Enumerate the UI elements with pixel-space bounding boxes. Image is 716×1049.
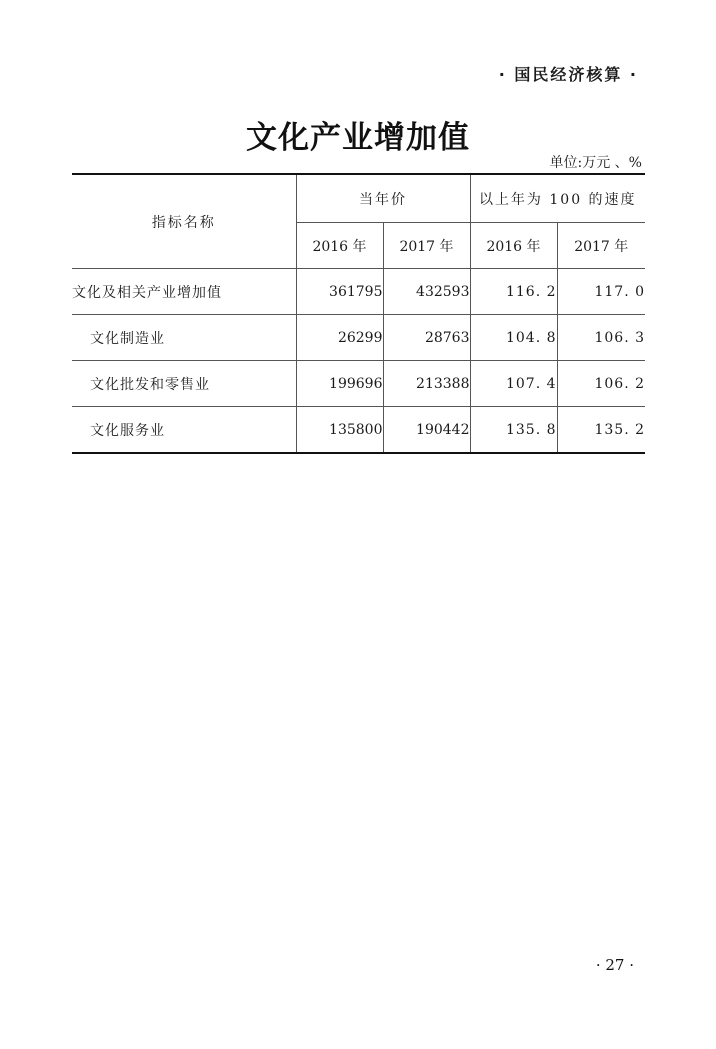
row-name: 文化服务业 [72, 407, 296, 454]
value-2017: 28763 [383, 315, 470, 361]
header-year: 2017 年 [557, 223, 645, 269]
section-header: · 国民经济核算 · [498, 65, 638, 84]
growth-2016: 135. 8 [470, 407, 557, 454]
header-year: 2017 年 [383, 223, 470, 269]
row-name: 文化批发和零售业 [72, 361, 296, 407]
value-2016: 199696 [296, 361, 383, 407]
value-2016: 361795 [296, 269, 383, 315]
growth-2016: 107. 4 [470, 361, 557, 407]
row-name: 文化制造业 [72, 315, 296, 361]
page-number: · 27 · [595, 956, 634, 974]
value-2016: 135800 [296, 407, 383, 454]
growth-2017: 106. 2 [557, 361, 645, 407]
header-growth-rate: 以上年为 100 的速度 [470, 174, 645, 223]
growth-2017: 106. 3 [557, 315, 645, 361]
header-year: 2016 年 [470, 223, 557, 269]
data-table [72, 173, 645, 454]
growth-2017: 117. 0 [557, 269, 645, 315]
growth-2016: 116. 2 [470, 269, 557, 315]
row-name: 文化及相关产业增加值 [72, 269, 296, 315]
header-current-price: 当年价 [296, 174, 470, 223]
header-indicator-name: 指标名称 [72, 174, 296, 269]
table-row [72, 407, 645, 454]
table-row [72, 361, 645, 407]
value-2017: 190442 [383, 407, 470, 454]
growth-2017: 135. 2 [557, 407, 645, 454]
table-row [72, 315, 645, 361]
value-2017: 432593 [383, 269, 470, 315]
table-row [72, 269, 645, 315]
value-2017: 213388 [383, 361, 470, 407]
growth-2016: 104. 8 [470, 315, 557, 361]
page-title: 文化产业增加值 [246, 120, 470, 156]
header-year: 2016 年 [296, 223, 383, 269]
unit-label: 单位:万元 、% [549, 155, 642, 171]
value-2016: 26299 [296, 315, 383, 361]
table-header-row-group [72, 174, 645, 223]
